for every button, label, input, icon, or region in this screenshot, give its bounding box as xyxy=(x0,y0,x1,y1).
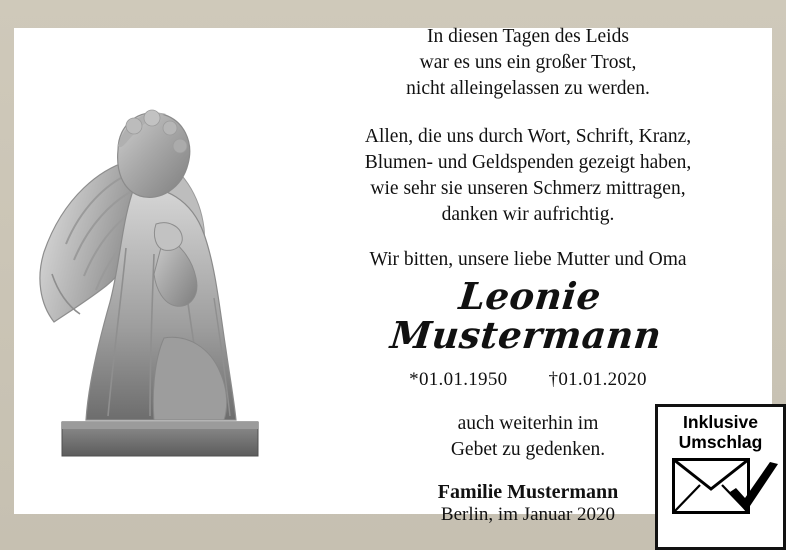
place-and-date: Berlin, im Januar 2020 xyxy=(440,503,616,525)
badge-line-1: Inklusive xyxy=(683,412,758,432)
paragraph-gratitude-1 xyxy=(318,24,738,102)
inclusive-envelope-badge xyxy=(655,404,786,550)
badge-artwork xyxy=(658,452,783,530)
paragraph-request xyxy=(318,247,738,273)
paragraph-line: Blumen- und Geldspenden gezeigt haben, xyxy=(364,151,692,173)
badge-line-2: Umschlag xyxy=(678,431,763,452)
paragraph-line: Allen, die uns durch Wort, Schrift, Kranz, xyxy=(364,125,692,147)
checkmark-icon xyxy=(724,462,784,524)
life-dates xyxy=(318,369,738,391)
family-signature: Familie Mustermann xyxy=(437,480,619,503)
angel-statue-photo xyxy=(14,38,314,458)
paragraph-line: Wir bitten, unsere liebe Mutter und Oma xyxy=(369,249,687,271)
deceased-name: Leonie Mustermann xyxy=(388,274,664,358)
paragraph-gratitude-2 xyxy=(318,124,738,228)
paragraph-line: auch weiterhin im xyxy=(457,413,599,435)
paragraph-line: danken wir aufrichtig. xyxy=(441,203,615,225)
paragraph-line: wie sehr sie unseren Schmerz mittragen, xyxy=(370,177,686,199)
death-date: †01.01.2020 xyxy=(548,369,647,391)
paragraph-line: In diesen Tagen des Leids xyxy=(427,26,629,47)
badge-text xyxy=(658,407,783,452)
paragraph-line: Gebet zu gedenken. xyxy=(450,438,606,460)
paragraph-line: war es uns ein großer Trost, xyxy=(419,51,637,73)
paragraph-line: nicht alleingelassen zu werden. xyxy=(406,77,650,99)
birth-date: *01.01.1950 xyxy=(409,369,508,391)
